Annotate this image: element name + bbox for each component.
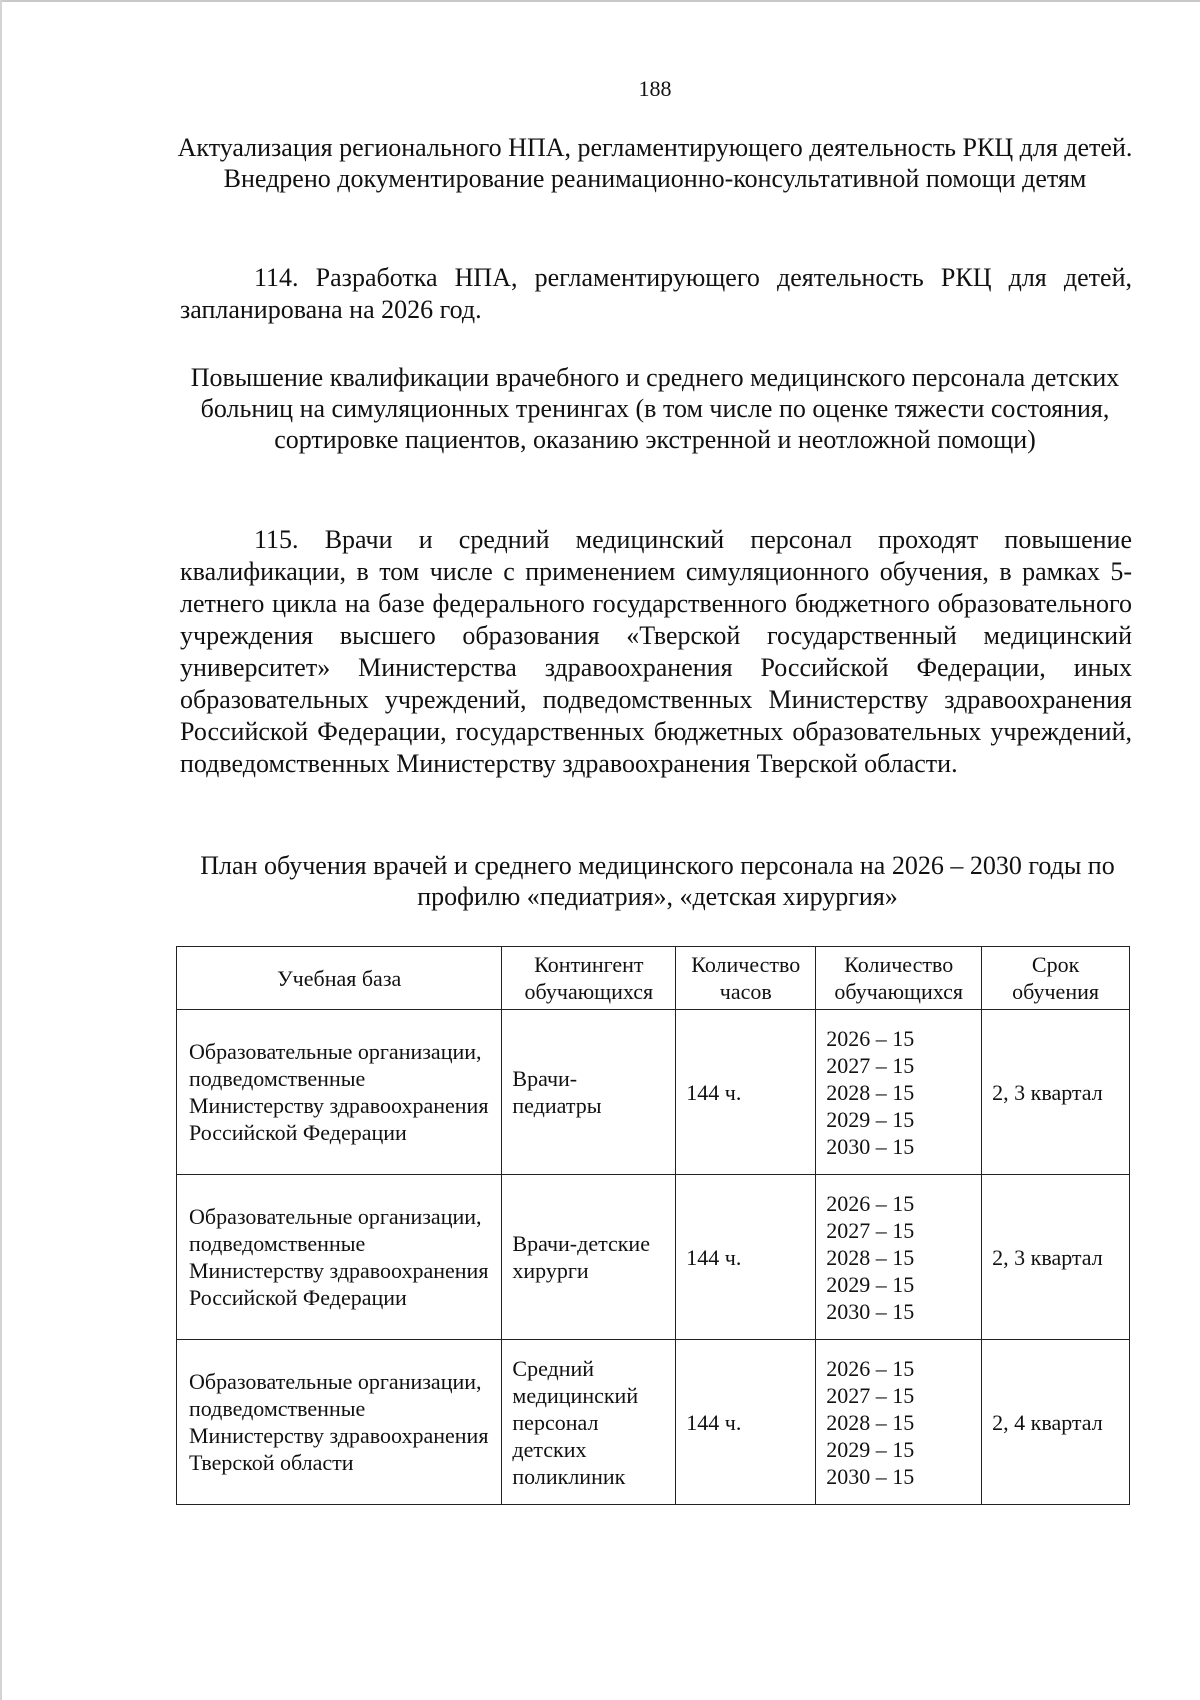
cell-base: Образовательные организации, подведомственные Министерству здравоохранения Российской Федерации [177,1010,502,1175]
cell-term: 2, 3 квартал [982,1010,1130,1175]
students-year-entry: 2029 – 15 [826,1271,915,1297]
cell-base: Образовательные организации, подведомственные Министерству здравоохранения Российской Федерации [177,1175,502,1340]
cell-students [816,1340,982,1505]
cell-students [816,1010,982,1175]
cell-contingent: Врачи-педиатры [502,1010,676,1175]
header-base: Учебная база [177,947,502,1010]
table-row [177,1175,1130,1340]
scan-edge-top [0,0,1200,2]
students-year-entry: 2030 – 15 [826,1133,915,1159]
cell-students [816,1175,982,1340]
paragraph-115: 115. Врачи и средний медицинский персонал проходят повышение квалификации, в том числе с применением симуляционного обучения, в рамках 5-летнего цикла на базе федерального государственного бюджетного образовательного учреждения высшего образования «Тверской государственный медицинский университет» Министерства здравоохранения Российской Федерации, иных образовательных учреждений, подведомственных Министерству здравоохранения Российской Федерации, государственных бюджетных образовательных учреждений, подведомственных Министерству здравоохранения Тверской области. [180,525,1132,778]
training-plan-table [176,946,1130,1505]
students-year-entry: 2027 – 15 [826,1382,915,1408]
table-row [177,1340,1130,1505]
cell-term: 2, 4 квартал [982,1340,1130,1505]
header-students: Количество обучающихся [816,947,982,1010]
page-number: 188 [638,76,672,101]
cell-base: Образовательные организации, подведомственные Министерству здравоохранения Тверской области [177,1340,502,1505]
scan-edge-left [0,0,2,1700]
table-row [177,1010,1130,1175]
students-year-entry: 2030 – 15 [826,1298,915,1324]
students-year-entry: 2029 – 15 [826,1106,915,1132]
header-contingent: Контингент обучающихся [502,947,676,1010]
section-heading-training: Повышение квалификации врачебного и среднего медицинского персонала детских больниц на симуляционных тренингах (в том числе по оценке тяжести состояния, сортировке пациентов, оказанию экстренной и неотложной помощи) [190,363,1120,454]
students-year-entry: 2028 – 15 [826,1244,915,1270]
cell-contingent: Врачи-детские хирурги [502,1175,676,1340]
cell-hours: 144 ч. [676,1175,816,1340]
header-term: Срок обучения [982,947,1130,1010]
students-year-entry: 2027 – 15 [826,1217,915,1243]
students-year-entry: 2026 – 15 [826,1190,915,1216]
students-year-entry: 2026 – 15 [826,1025,915,1051]
students-year-entry: 2026 – 15 [826,1355,915,1381]
cell-contingent: Средний медицинский персонал детских поликлиник [502,1340,676,1505]
section-heading-rkc: Актуализация регионального НПА, регламентирующего деятельность РКЦ для детей. Внедрено документирование реанимационно-консультативной помощи детям [177,133,1133,193]
plan-title: План обучения врачей и среднего медицинского персонала на 2026 – 2030 годы по профилю «педиатрия», «детская хирургия» [200,851,1115,911]
cell-hours: 144 ч. [676,1340,816,1505]
students-year-entry: 2028 – 15 [826,1079,915,1105]
paragraph-114: 114. Разработка НПА, регламентирующего деятельность РКЦ для детей, запланирована на 2026 год. [180,263,1132,324]
table-header-row [177,947,1130,1010]
header-hours: Количество часов [676,947,816,1010]
cell-term: 2, 3 квартал [982,1175,1130,1340]
students-year-entry: 2029 – 15 [826,1436,915,1462]
cell-hours: 144 ч. [676,1010,816,1175]
students-year-entry: 2030 – 15 [826,1463,915,1489]
students-year-entry: 2027 – 15 [826,1052,915,1078]
students-year-entry: 2028 – 15 [826,1409,915,1435]
